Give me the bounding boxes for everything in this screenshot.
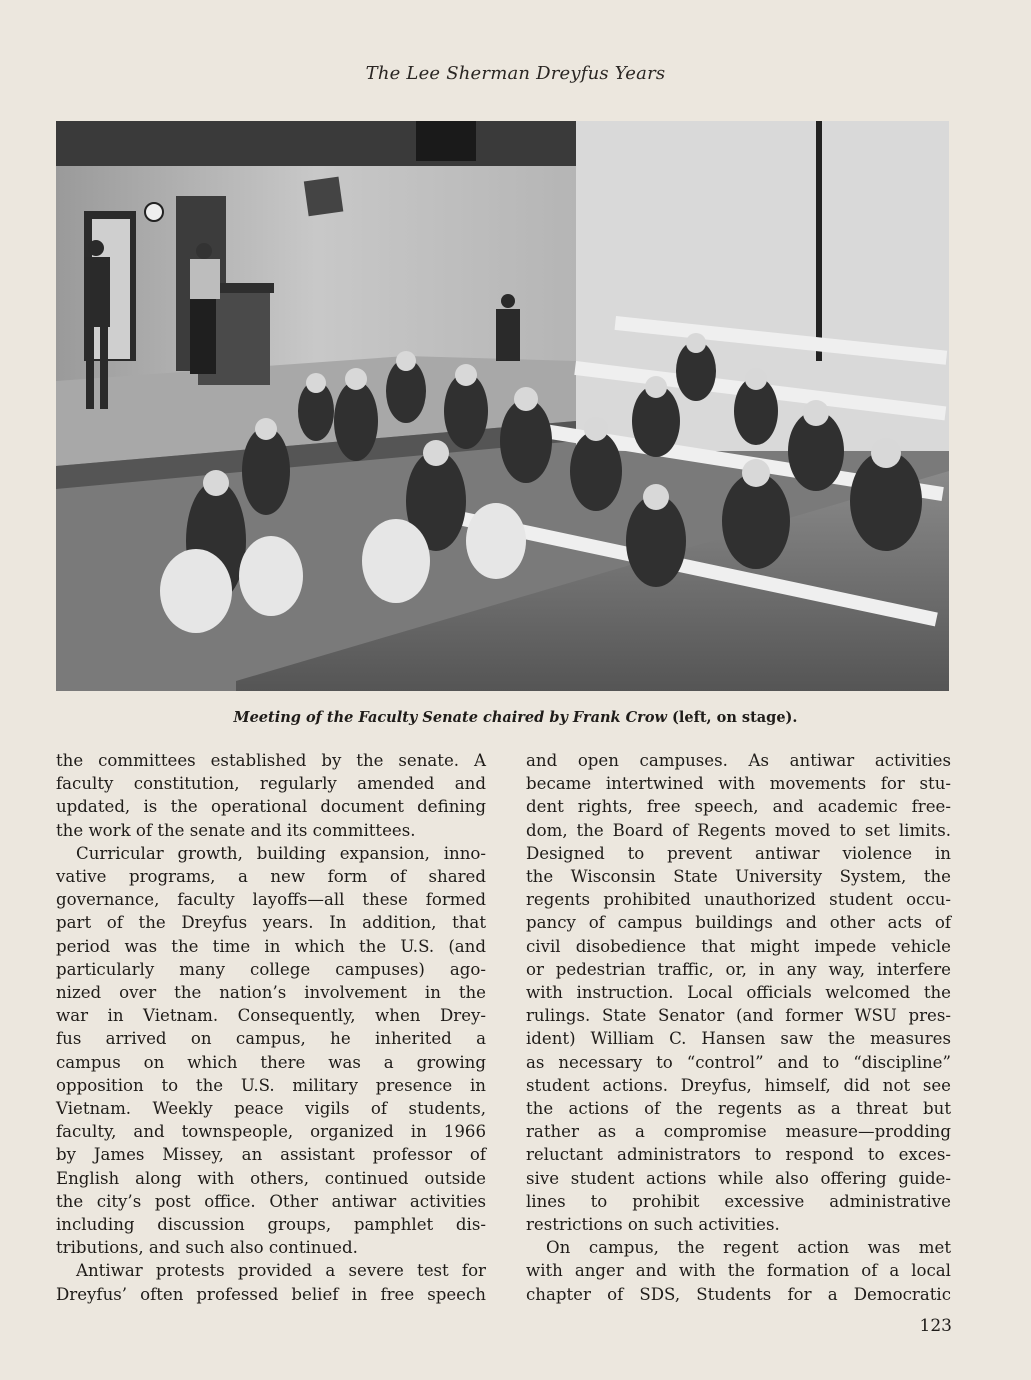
body-line: as necessary to “control” and to “discipline” (526, 1052, 951, 1072)
body-line: student actions. Dreyfus, himself, did not see (526, 1075, 951, 1095)
body-line: with anger and with the formation of a local (526, 1261, 951, 1281)
body-line: the Wisconsin State University System, the (526, 867, 951, 887)
body-line: period was the time in which the U.S. (and (56, 936, 486, 956)
body-line: the committees established by the senate. A (56, 751, 486, 770)
photo-caption (0, 709, 1031, 726)
body-line: war in Vietnam. Consequently, when Drey- (56, 1006, 486, 1026)
body-line: campus on which there was a growing (56, 1052, 486, 1072)
body-line: Curricular growth, building expansion, inno- (76, 843, 486, 863)
body-line: Dreyfus’ often professed belief in free speech (56, 1284, 486, 1304)
body-line: On campus, the regent action was met (546, 1238, 951, 1258)
body-line: sive student actions while also offering guide- (526, 1168, 951, 1188)
body-line: including discussion groups, pamphlet dis- (56, 1215, 486, 1235)
body-line: became intertwined with movements for stu- (526, 774, 951, 794)
body-line: fus arrived on campus, he inherited a (56, 1029, 486, 1049)
body-line: reluctant administrators to respond to exces- (526, 1145, 951, 1165)
body-line: or pedestrian traffic, or, in any way, interfere (526, 959, 951, 979)
body-line: particularly many college campuses) ago- (56, 959, 486, 979)
body-line: dent rights, free speech, and academic free- (526, 797, 951, 817)
caption-italic: Meeting of the Faculty Senate chaired by Frank Crow (233, 709, 667, 726)
body-line: with instruction. Local officials welcomed the (526, 983, 951, 1003)
body-line: the city’s post office. Other antiwar activities (56, 1191, 486, 1211)
body-line: tributions, and such also continued. (56, 1238, 358, 1258)
body-line: and open campuses. As antiwar activities (526, 751, 951, 770)
body-line: Vietnam. Weekly peace vigils of students, (56, 1099, 486, 1119)
body-line: rulings. State Senator (and former WSU pres- (526, 1006, 951, 1026)
body-line: English along with others, continued outside (56, 1168, 486, 1188)
body-line: faculty, and townspeople, organized in 1966 (56, 1122, 486, 1142)
body-line: by James Missey, an assistant professor of (56, 1145, 486, 1165)
body-line: updated, is the operational document defining (56, 797, 486, 817)
right-column (526, 749, 951, 1306)
body-line: governance, faculty layoffs—all these formed (56, 890, 486, 910)
body-line: lines to prohibit excessive administrative (526, 1191, 951, 1211)
body-line: Designed to prevent antiwar violence in (526, 843, 951, 863)
faculty-senate-meeting-photo (56, 121, 949, 691)
body-line: pancy of campus buildings and other acts of (526, 913, 951, 933)
body-line: the actions of the regents as a threat but (526, 1099, 951, 1119)
body-line: nized over the nation’s involvement in the (56, 983, 486, 1003)
body-line: rather as a compromise measure—prodding (526, 1122, 951, 1142)
body-line: opposition to the U.S. military presence in (56, 1075, 486, 1095)
body-line: chapter of SDS, Students for a Democratic (526, 1284, 951, 1304)
body-line: regents prohibited unauthorized student occu- (526, 890, 951, 910)
running-head: The Lee Sherman Dreyfus Years (365, 63, 666, 84)
body-line: civil disobedience that might impede vehicle (526, 936, 951, 956)
photo-illustration (56, 121, 949, 691)
body-line: the work of the senate and its committees. (56, 820, 416, 840)
body-line: restrictions on such activities. (526, 1215, 780, 1235)
body-line: part of the Dreyfus years. In addition, that (56, 913, 486, 933)
page-number: 123 (919, 1316, 952, 1336)
body-line: ident) William C. Hansen saw the measures (526, 1029, 951, 1049)
body-line: faculty constitution, regularly amended and (56, 774, 486, 794)
left-column (56, 749, 486, 1306)
body-line: vative programs, a new form of shared (56, 867, 486, 887)
body-line: Antiwar protests provided a severe test for (76, 1261, 486, 1281)
caption-roman: (left, on stage). (666, 709, 798, 726)
body-line: dom, the Board of Regents moved to set limits. (526, 820, 951, 840)
